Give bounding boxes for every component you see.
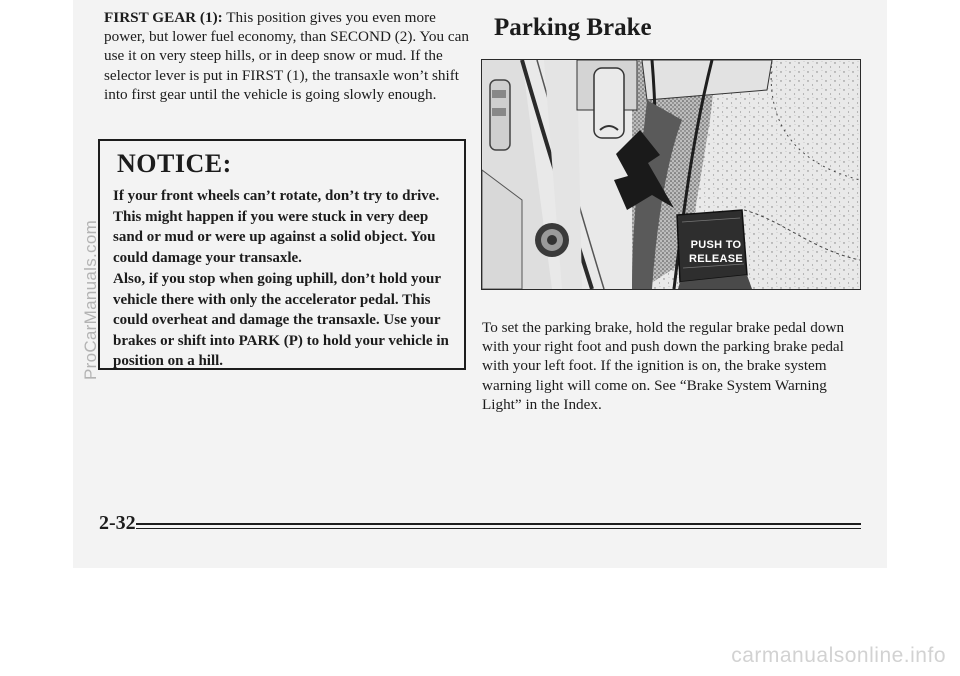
parking-brake-paragraph: To set the parking brake, hold the regular brake pedal down with your right foot and push down the parking brake pedal with your left foot. If the ignition is on, the brake system warning light will come on. See “Brake System Warning Light” in the Index. (482, 319, 845, 413)
first-gear-paragraph (104, 8, 469, 104)
parking-brake-figure (481, 59, 861, 290)
bottom-watermark: carmanualsonline.info (731, 644, 946, 667)
push-to-release-line2: RELEASE (688, 253, 744, 265)
notice-title: NOTICE: (117, 149, 232, 178)
section-title: Parking Brake (494, 14, 652, 41)
parking-brake-illustration (482, 60, 860, 289)
push-to-release-line1: PUSH TO (690, 239, 742, 251)
notice-box (98, 139, 466, 370)
footer-rule (136, 523, 861, 525)
notice-paragraph-2: Also, if you stop when going uphill, don’t hold your vehicle there with only the accelerator pedal. This could overheat and damage the transaxle. Use your brakes or shift into PARK (P) to hold your vehicle in position on a hill. (113, 271, 449, 369)
first-gear-label: FIRST GEAR (1): (104, 9, 223, 26)
first-gear-text: This position gives you even more power, but lower fuel economy, than SECOND (2). You can use it on very steep hills, or in deep snow or mud. If the selector lever is put in FIRST (1), the transaxle won’t shift into first gear until the vehicle is going slowly enough. (104, 9, 469, 103)
notice-paragraph-1: If your front wheels can’t rotate, don’t try to drive. This might happen if you were stuck in very deep sand or mud or were up against a solid object. You could damage your transaxle. (113, 188, 440, 266)
push-to-release-label (687, 238, 745, 266)
page-number: 2-32 (99, 512, 136, 534)
footer-rule-thin (136, 528, 861, 529)
side-watermark: ProCarManuals.com (81, 219, 100, 380)
